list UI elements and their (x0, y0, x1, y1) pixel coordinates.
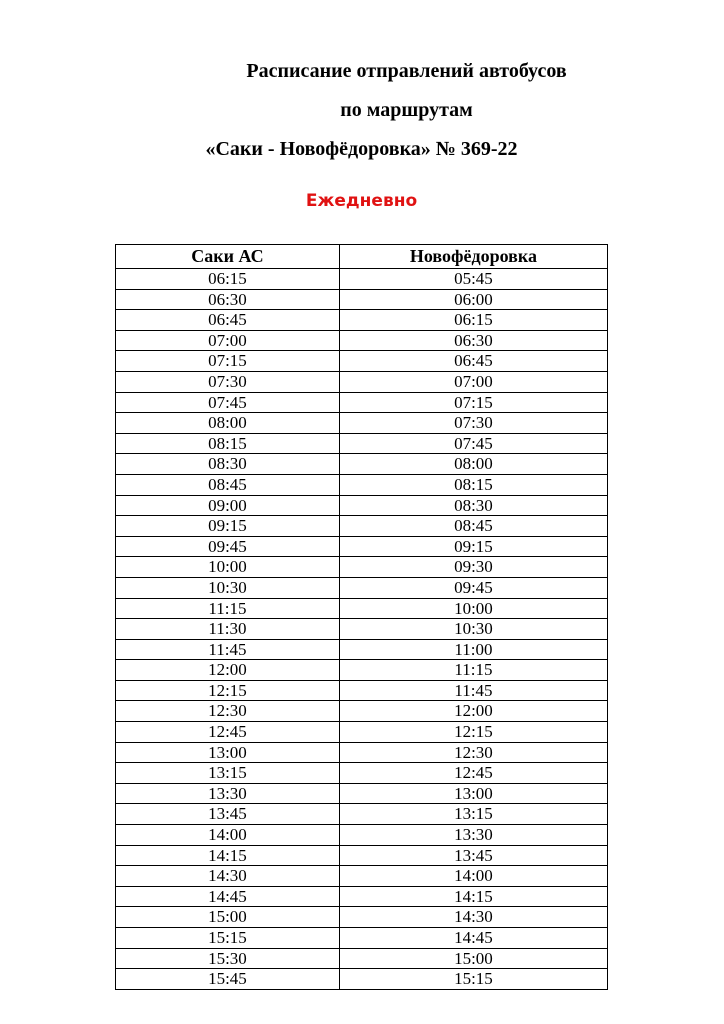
table-row (116, 722, 608, 743)
departure-time-cell: 13:30 (339, 825, 607, 846)
table-row (116, 763, 608, 784)
departure-time-cell: 07:00 (339, 371, 607, 392)
departure-time-cell: 08:00 (116, 413, 340, 434)
departure-time-cell: 08:30 (339, 495, 607, 516)
table-row (116, 454, 608, 475)
departure-time-cell: 11:45 (116, 639, 340, 660)
departure-time-cell: 08:00 (339, 454, 607, 475)
departure-time-cell: 14:45 (339, 928, 607, 949)
departure-time-cell: 14:15 (116, 845, 340, 866)
departure-time-cell: 10:30 (116, 577, 340, 598)
table-header-row (116, 245, 608, 269)
table-row (116, 948, 608, 969)
table-row (116, 269, 608, 290)
departure-time-cell: 10:30 (339, 619, 607, 640)
table-row (116, 619, 608, 640)
departure-time-cell: 15:15 (339, 969, 607, 990)
departure-time-cell: 07:30 (339, 413, 607, 434)
departure-time-cell: 10:00 (339, 598, 607, 619)
departure-time-cell: 06:30 (339, 330, 607, 351)
table-row (116, 825, 608, 846)
table-row (116, 495, 608, 516)
departure-time-cell: 13:15 (339, 804, 607, 825)
table-body (116, 269, 608, 990)
departure-time-cell: 06:30 (116, 289, 340, 310)
departure-time-cell: 06:00 (339, 289, 607, 310)
document-content (115, 52, 608, 990)
departure-time-cell: 12:30 (116, 701, 340, 722)
table-row (116, 639, 608, 660)
departure-time-cell: 05:45 (339, 269, 607, 290)
departure-time-cell: 11:45 (339, 680, 607, 701)
table-row (116, 742, 608, 763)
departure-time-cell: 15:30 (116, 948, 340, 969)
table-row (116, 433, 608, 454)
departure-time-cell: 15:00 (339, 948, 607, 969)
departure-time-cell: 15:00 (116, 907, 340, 928)
departure-time-cell: 09:45 (116, 536, 340, 557)
departure-time-cell: 14:45 (116, 886, 340, 907)
table-row (116, 536, 608, 557)
table-row (116, 783, 608, 804)
departure-time-cell: 11:30 (116, 619, 340, 640)
table-row (116, 289, 608, 310)
departure-time-cell: 07:00 (116, 330, 340, 351)
table-row (116, 392, 608, 413)
departure-time-cell: 06:45 (116, 310, 340, 331)
title-line-2: по маршрутам (340, 99, 473, 121)
table-row (116, 516, 608, 537)
departure-time-cell: 13:00 (116, 742, 340, 763)
departure-time-cell: 12:15 (116, 680, 340, 701)
departure-time-cell: 12:45 (116, 722, 340, 743)
departure-time-cell: 12:00 (339, 701, 607, 722)
table-row (116, 886, 608, 907)
departure-time-cell: 13:15 (116, 763, 340, 784)
table-row (116, 660, 608, 681)
departure-time-cell: 06:15 (116, 269, 340, 290)
table-row (116, 701, 608, 722)
departure-time-cell: 11:15 (339, 660, 607, 681)
departure-time-cell: 09:00 (116, 495, 340, 516)
column-header-novofedorovka: Новофёдоровка (339, 245, 607, 269)
departure-time-cell: 09:15 (116, 516, 340, 537)
table-row (116, 330, 608, 351)
departure-time-cell: 07:30 (116, 371, 340, 392)
departure-time-cell: 07:45 (116, 392, 340, 413)
departure-time-cell: 06:15 (339, 310, 607, 331)
table-row (116, 845, 608, 866)
departure-time-cell: 11:00 (339, 639, 607, 660)
table-row (116, 928, 608, 949)
route-title: «Саки - Новофёдоровка» № 369-22 (205, 138, 518, 160)
departure-time-cell: 07:15 (339, 392, 607, 413)
departure-time-cell: 08:45 (116, 474, 340, 495)
column-header-saki: Саки АС (116, 245, 340, 269)
table-row (116, 907, 608, 928)
departure-time-cell: 14:30 (339, 907, 607, 928)
departure-time-cell: 08:45 (339, 516, 607, 537)
departure-time-cell: 12:15 (339, 722, 607, 743)
departure-time-cell: 09:30 (339, 557, 607, 578)
table-row (116, 680, 608, 701)
departure-time-cell: 13:45 (339, 845, 607, 866)
departure-time-cell: 12:45 (339, 763, 607, 784)
table-row (116, 598, 608, 619)
table-row (116, 371, 608, 392)
departure-time-cell: 09:15 (339, 536, 607, 557)
table-row (116, 557, 608, 578)
departure-time-cell: 13:00 (339, 783, 607, 804)
table-row (116, 969, 608, 990)
departure-time-cell: 12:00 (116, 660, 340, 681)
departure-times-table (115, 244, 608, 990)
departure-time-cell: 10:00 (116, 557, 340, 578)
departure-time-cell: 13:45 (116, 804, 340, 825)
document-title (115, 52, 608, 130)
table-row (116, 310, 608, 331)
table-row (116, 413, 608, 434)
departure-time-cell: 09:45 (339, 577, 607, 598)
table-row (116, 804, 608, 825)
daily-schedule-label: Ежедневно (305, 191, 418, 211)
table-row (116, 866, 608, 887)
departure-time-cell: 15:15 (116, 928, 340, 949)
departure-time-cell: 08:15 (116, 433, 340, 454)
departure-time-cell: 13:30 (116, 783, 340, 804)
departure-time-cell: 08:30 (116, 454, 340, 475)
departure-time-cell: 11:15 (116, 598, 340, 619)
departure-time-cell: 14:00 (116, 825, 340, 846)
departure-time-cell: 14:15 (339, 886, 607, 907)
title-line-1: Расписание отправлений автобусов (246, 60, 567, 82)
table-row (116, 577, 608, 598)
departure-time-cell: 07:45 (339, 433, 607, 454)
departure-time-cell: 07:15 (116, 351, 340, 372)
departure-time-cell: 08:15 (339, 474, 607, 495)
departure-time-cell: 14:30 (116, 866, 340, 887)
departure-time-cell: 15:45 (116, 969, 340, 990)
table-row (116, 474, 608, 495)
departure-time-cell: 14:00 (339, 866, 607, 887)
departure-time-cell: 06:45 (339, 351, 607, 372)
table-row (116, 351, 608, 372)
departure-time-cell: 12:30 (339, 742, 607, 763)
